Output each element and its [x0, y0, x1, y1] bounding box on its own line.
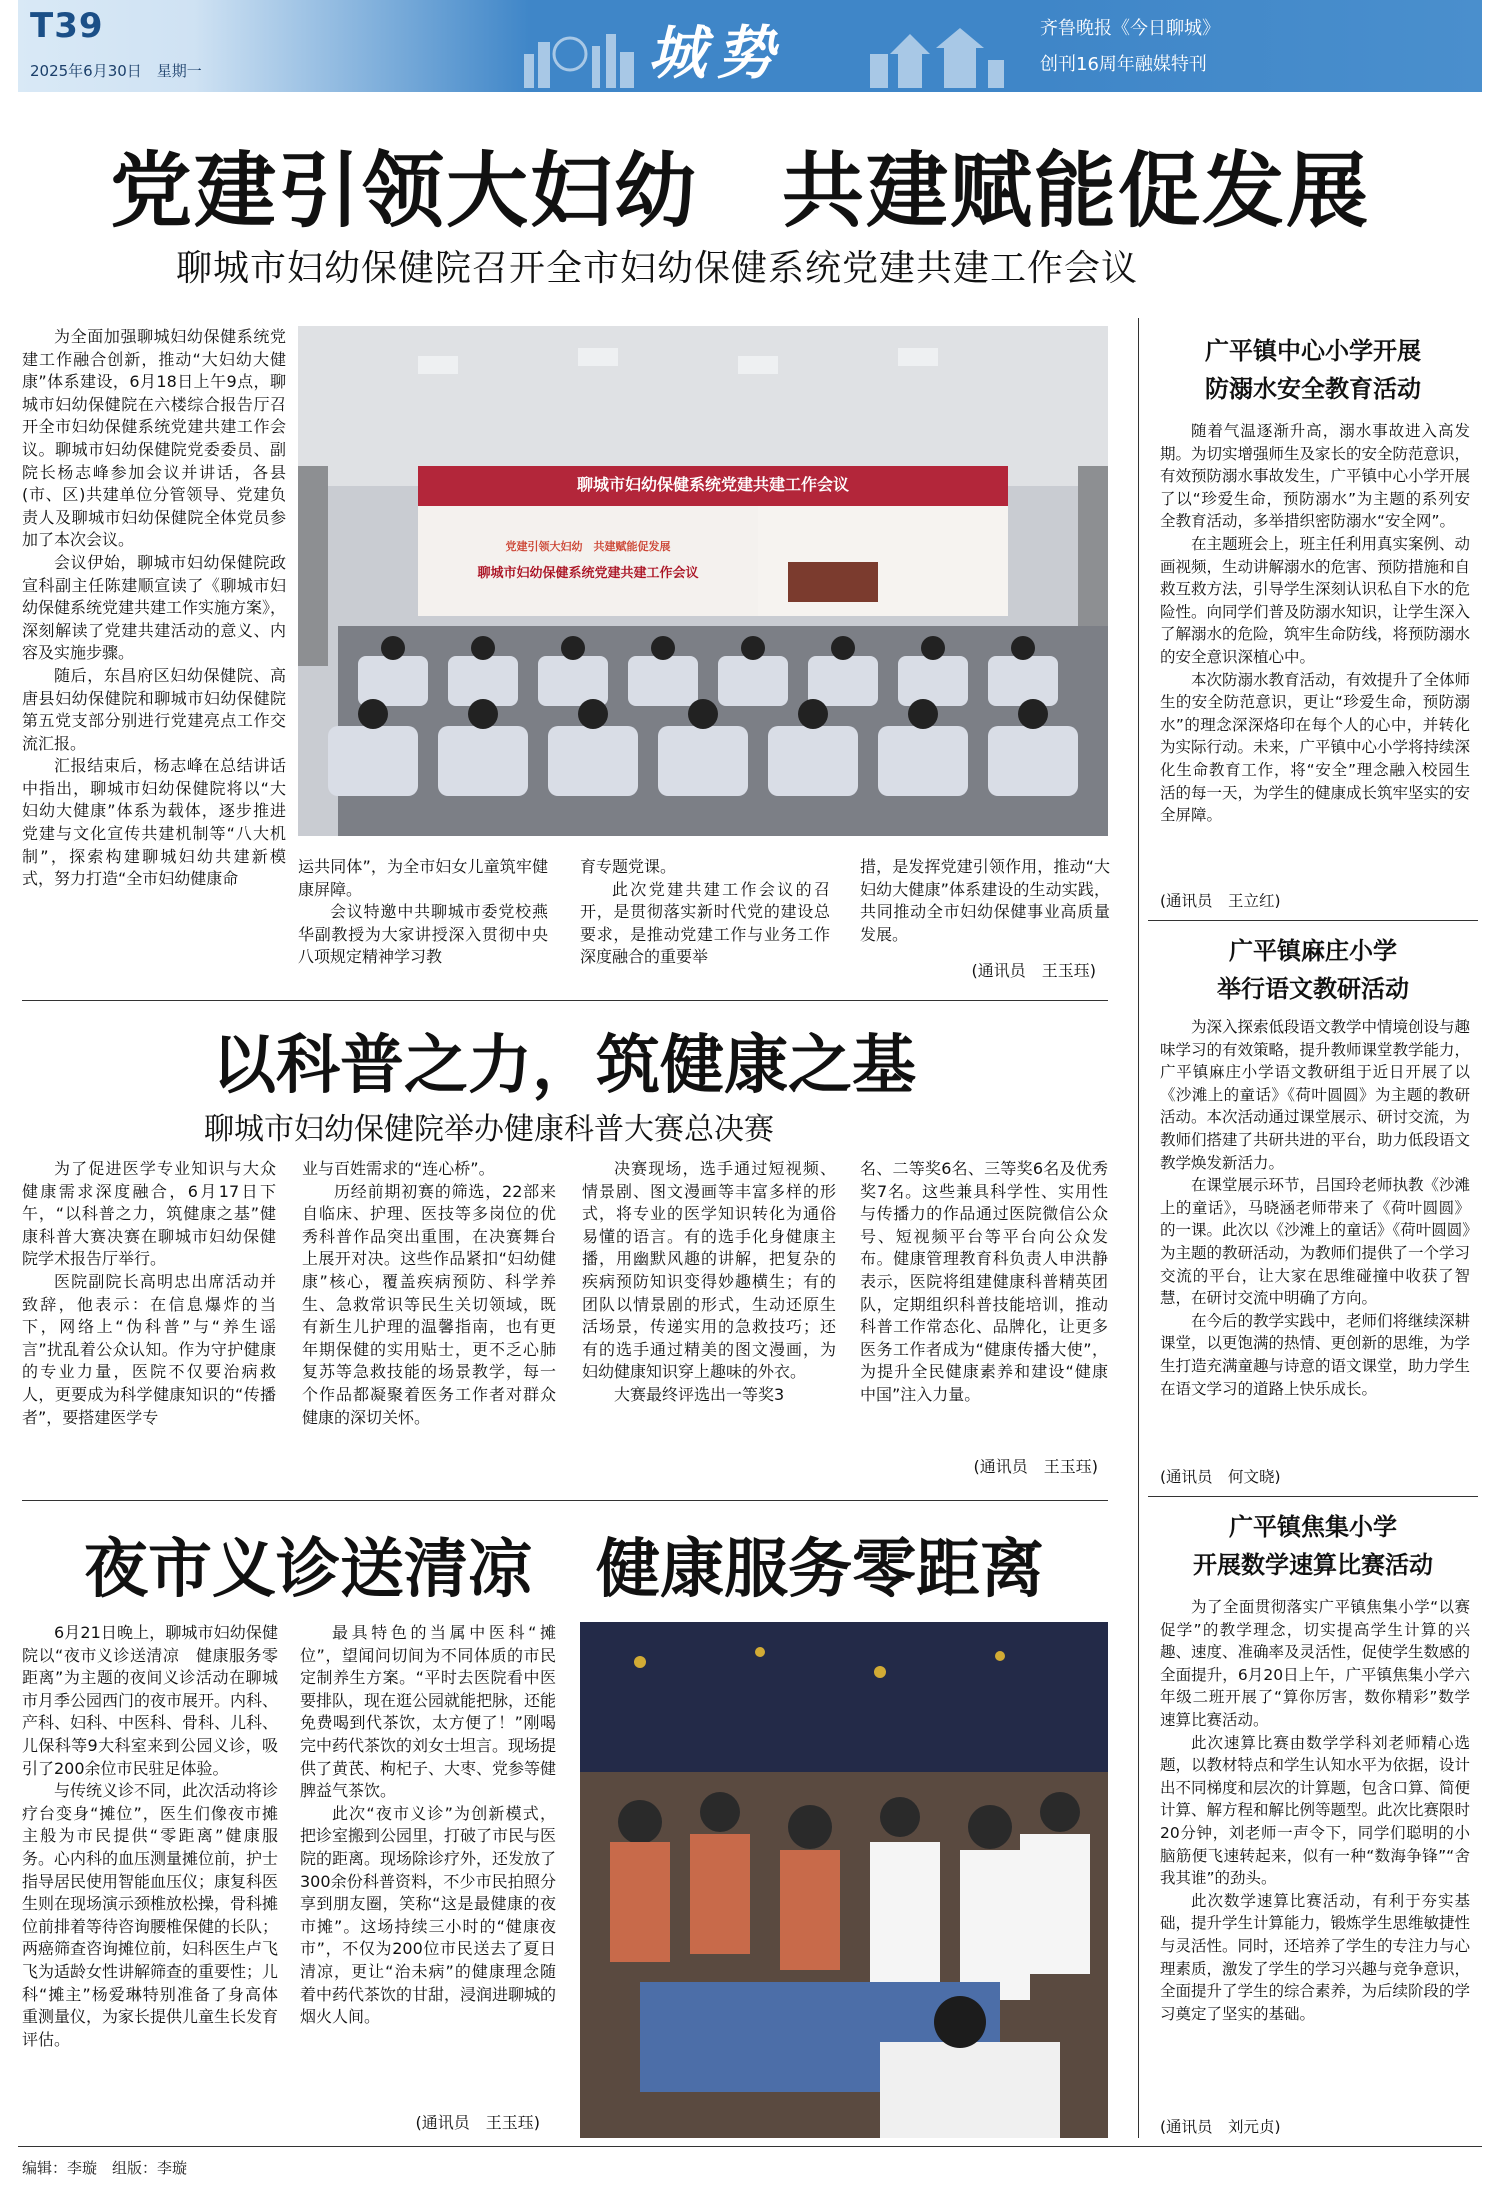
pagoda-illustration [860, 24, 1010, 88]
photo-banner-text: 聊城市妇幼保健系统党建共建工作会议 [576, 475, 849, 494]
sidebar-para: 为深入探索低段语文教学中情境创设与趣味学习的有效策略，提升教师课堂教学能力，广平镇麻庄小学语文教研组于近日开展了以《沙滩上的童话》《荷叶圆圆》为主题的教研活动。本次活动通过课堂展示、研讨交流，为教师们搭建了共研共进的平台，助力低段语文教学焕发新活力。 [1160, 1018, 1470, 1172]
article2-headline: 以科普之力，筑健康之基 [212, 1028, 916, 1103]
article2-para: 决赛现场，选手通过短视频、情景剧、图文漫画等丰富多样的形式，将专业的医学知识转化为通俗易懂的语言。有的选手化身健康主播，用幽默风趣的讲解，把复杂的疾病预防知识变得妙趣横生；有的团队以情景剧的形式，生动还原生活场景，传递实用的急救技巧；还有的选手通过精美的图文漫画，为妇幼健康知识穿上趣味的外衣。 [582, 1159, 836, 1382]
article3-para: 6月21日晚上，聊城市妇幼保健院以“夜市义诊送清凉 健康服务零距离”为主题的夜间义诊活动在聊城市月季公园西门的夜市展开。内科、产科、妇科、中医科、骨科、儿科、儿保科等9大科室来到公园义诊，吸引了200余位市民驻足体验。 [22, 1623, 278, 1778]
sidebar-para: 此次数学速算比赛活动，有利于夯实基础，提升学生计算能力，锻炼学生思维敏捷性与灵活性。同时，还培养了学生的专注力与心理素质，激发了学生的学习兴趣与竞争意识，全面提升了学生的综合素养，为后续阶段的学习奠定了坚实的基础。 [1160, 1891, 1470, 2023]
sidebar-story2-body [1160, 1016, 1470, 1464]
article3-para: 最具特色的当属中医科“摊位”，望闻问切间为不同体质的市民定制养生方案。“平时去医院看中医要排队，现在逛公园就能把脉，还能免费喝到代茶饮，太方便了！”刚喝完中药代茶饮的刘女士坦言。现场提供了黄芪、枸杞子、大枣、党参等健脾益气茶饮。 [300, 1623, 556, 1801]
sidebar-para: 本次防溺水教育活动，有效提升了全体师生的安全防范意识，更让“珍爱生命，预防溺水”的理念深深烙印在每个人的心中，并转化为实际行动。未来，广平镇中心小学将持续深化生命教育工作，将“安全”理念融入校园生活的每一天，为学生的健康成长筑牢坚实的安全屏障。 [1160, 670, 1470, 825]
article3-col2 [300, 1622, 556, 2122]
article2-para: 名、二等奖6名、三等奖6名及优秀奖7名。这些兼具科学性、实用性与传播力的作品通过医院微信公众号、短视频平台等平台向公众发布。健康管理教育科负责人申洪静表示，医院将组建健康科普精英团队，定期组织科普技能培训，推动科普工作常态化、品牌化，让更多医务工作者成为“健康传播大使”，为提升全民健康素养和建设“健康中国”注入力量。 [860, 1159, 1108, 1404]
section-divider [22, 1500, 1108, 1501]
sidebar-story2-title [1148, 932, 1478, 1008]
sidebar-para: 在今后的教学实践中，老师们将继续深耕课堂，以更饱满的热情、更创新的思维，为学生打造充满童趣与诗意的语文课堂，助力学生在语文学习的道路上快乐成长。 [1160, 1311, 1470, 1398]
conference-photo [298, 326, 1108, 836]
article1-para: 此次党建共建工作会议的召开，是贯彻落实新时代党的建设总要求，是推动党建工作与业务工作深度融合的重要举 [580, 879, 830, 967]
article1-para: 汇报结束后，杨志峰在总结讲话中指出，聊城市妇幼保健院将以“大妇幼大健康”体系为载体，逐步推进党建与文化宣传共建机制等“八大机制”，探索构建聊城妇幼共建新模式，努力打造“全市妇幼健康命 [22, 756, 286, 889]
article3-col1 [22, 1622, 278, 2142]
article1-para: 会议特邀中共聊城市委党校燕华副教授为大家讲授深入贯彻中央八项规定精神学习教 [298, 902, 548, 967]
article2-col3 [582, 1158, 836, 1488]
story-title-line: 广平镇中心小学开展 [1205, 337, 1421, 365]
sidebar-story1-body [1160, 420, 1470, 888]
sidebar-story2-credit: (通讯员 何文晓) [1160, 1468, 1281, 1486]
sidebar-para: 随着气温逐渐升高，溺水事故进入高发期。为切实增强师生及家长的安全防范意识，有效预防溺水事故发生，广平镇中心小学开展了以“珍爱生命，预防溺水”为主题的系列安全教育活动，多举措织密防溺水“安全网”。 [1160, 422, 1470, 531]
story-title-line: 开展数学速算比赛活动 [1193, 1551, 1433, 1579]
sidebar-para: 此次速算比赛由数学学科刘老师精心选题，以教材特点和学生认知水平为依据，设计出不同梯度和层次的计算题，包含口算、简便计算、解方程和解比例等题型。此次比赛限时20分钟，刘老师一声令下，同学们聪明的小脑筋便飞速转起来，似有一种“数海争锋”“舍我其谁”的劲头。 [1160, 1733, 1470, 1888]
article1-credit: (通讯员 王玉珏) [971, 961, 1096, 980]
article1-para: 会议伊始，聊城市妇幼保健院政宣科副主任陈建顺宣读了《聊城市妇幼保健系统党建共建工作实施方案》，深刻解读了党建共建活动的意义、内容及实施步骤。 [22, 552, 286, 663]
article1-subheadline: 聊城市妇幼保健院召开全市妇幼保健系统党建共建工作会议 [176, 248, 1139, 289]
article3-credit: (通讯员 王玉珏) [415, 2113, 540, 2132]
article2-para: 业与百姓需求的“连心桥”。 [302, 1159, 495, 1178]
sidebar-story1-credit: (通讯员 王立红) [1160, 892, 1281, 910]
article1-para: 措，是发挥党建引领作用，推动“大妇幼大健康”体系建设的生动实践，共同推动全市妇幼保健事业高质量发展。 [860, 857, 1110, 944]
article2-col2 [302, 1158, 556, 1488]
publication-date: 2025年6月30日 星期一 [30, 62, 202, 80]
night-clinic-photo [580, 1622, 1108, 2138]
sidebar-para: 在主题班会上，班主任利用真实案例、动画视频，生动讲解溺水的危害、预防措施和自救互救方法，引导学生深刻认识私自下水的危险性。向同学们普及防溺水知识，让学生深入了解溺水的危险，筑牢生命防线，将预防溺水的安全意识深植心中。 [1160, 534, 1470, 666]
photo-screen-text: 聊城市妇幼保健系统党建共建工作会议 [477, 566, 699, 581]
article1-para: 随后，东昌府区妇幼保健院、高唐县妇幼保健院和聊城市妇幼保健院第五党支部分别进行党建亮点工作交流汇报。 [22, 665, 286, 753]
section-divider [22, 1000, 1108, 1001]
article1-col1 [22, 326, 286, 992]
article3-headline: 夜市义诊送清凉 健康服务零距离 [84, 1532, 1044, 1607]
article2-col4 [860, 1158, 1108, 1454]
sidebar-story3-body [1160, 1596, 1470, 2114]
article1-para: 运共同体”，为全市妇女儿童筑牢健康屏障。 [298, 857, 548, 899]
article1-col2 [298, 856, 548, 992]
article2-para: 大赛最终评选出一等奖3 [614, 1384, 785, 1404]
editor-credit: 编辑：李璇 组版：李璇 [22, 2159, 188, 2177]
photo-screen-text: 党建引领大妇幼 共建赋能促发展 [505, 540, 671, 553]
story-title-line: 举行语文教研活动 [1217, 975, 1409, 1003]
article1-headline: 党建引领大妇幼 共建赋能促发展 [110, 143, 1371, 239]
publisher-name: 齐鲁晚报《今日聊城》 [1040, 18, 1220, 39]
sidebar-divider [1148, 1496, 1478, 1497]
anniversary-note: 创刊16周年融媒特刊 [1040, 54, 1207, 75]
article2-para: 为了促进医学专业知识与大众健康需求深度融合，6月17日下午，“以科普之力，筑健康之基”健康科普大赛决赛在聊城市妇幼保健院学术报告厅举行。 [22, 1159, 276, 1269]
story-title-line: 广平镇焦集小学 [1229, 1513, 1397, 1541]
page-number: T39 [30, 6, 104, 46]
section-title: 城势 [648, 19, 785, 87]
sidebar-para: 在课堂展示环节，吕国玲老师执教《沙滩上的童话》，马晓涵老师带来了《荷叶圆圆》的一课。此次以《沙滩上的童话》《荷叶圆圆》为主题的教研活动，为教师们提供了一个学习交流的平台，让大家在思维碰撞中收获了智慧，在研讨交流中明确了方向。 [1160, 1176, 1470, 1308]
column-divider [1138, 318, 1139, 2138]
sidebar-story1-title [1148, 332, 1478, 408]
article1-para: 为全面加强聊城妇幼保健系统党建工作融合创新，推动“大妇幼大健康”体系建设，6月18日上午9点，聊城市妇幼保健院在六楼综合报告厅召开全市妇幼保健系统党建共建工作会议。聊城市妇幼保健院党委委员、副院长杨志峰参加会议并讲话，各县(市、区)共建单位分管领导、党建负责人及聊城市妇幼保健院全体党员参加了本次会议。 [22, 327, 286, 550]
article1-col3 [580, 856, 830, 992]
article2-credit: (通讯员 王玉珏) [973, 1457, 1098, 1476]
article2-para: 历经前期初赛的筛选，22部来自临床、护理、医技等多岗位的优秀科普作品突出重围，在决赛舞台上展开对决。这些作品紧扣“妇幼健康”核心，覆盖疾病预防、科学养生、急救常识等民生关切领域，既有新生儿护理的温馨指南，也有更年期保健的实用贴士，更不乏心肺复苏等急救技能的场景教学，每一个作品都凝聚着医务工作者对群众健康的深切关怀。 [302, 1181, 556, 1427]
article1-col4 [860, 856, 1110, 966]
article2-col1 [22, 1158, 276, 1488]
article2-para: 医院副院长高明忠出席活动并致辞，他表示：在信息爆炸的当下，网络上“伪科普”与“养生谣言”扰乱着公众认知。作为守护健康的专业力量，医院不仅要治病救人，更要成为科学健康知识的“传播者”，要搭建医学专 [22, 1271, 276, 1427]
story-title-line: 防溺水安全教育活动 [1205, 375, 1421, 403]
skyline-illustration [520, 24, 640, 88]
article1-para: 育专题党课。 [580, 857, 677, 876]
sidebar-para: 为了全面贯彻落实广平镇焦集小学“以赛促学”的教学理念，切实提高学生计算的兴趣、速度、准确率及灵活性，促使学生数感的全面提升，6月20日上午，广平镇焦集小学六年级二班开展了“算你厉害，数你精彩”数学速算比赛活动。 [1160, 1598, 1470, 1729]
sidebar-story3-credit: (通讯员 刘元贞) [1160, 2118, 1281, 2136]
story-title-line: 广平镇麻庄小学 [1229, 937, 1397, 965]
article3-para: 此次“夜市义诊”为创新模式，把诊室搬到公园里，打破了市民与医院的距离。现场除诊疗外，还发放了300余份科普资料，不少市民拍照分享到朋友圈，笑称“这是最健康的夜市摊”。这场持续三小时的“健康夜市”，不仅为200位市民送去了夏日清凉，更让“治未病”的健康理念随着中药代茶饮的甘甜，浸润进聊城的烟火人间。 [300, 1803, 556, 2027]
sidebar-story3-title [1148, 1508, 1478, 1584]
footer-rule [18, 2146, 1482, 2147]
sidebar-divider [1148, 920, 1478, 921]
article3-para: 与传统义诊不同，此次活动将诊疗台变身“摊位”，医生们像夜市摊主般为市民提供“零距离”健康服务。心内科的血压测量摊位前，护士指导居民使用智能血压仪；康复科医生则在现场演示颈椎放松操，骨科摊位前排着等待咨询腰椎保健的长队；两癌筛查咨询摊位前，妇科医生卢飞飞为适龄女性讲解筛查的重要性；儿科“摊主”杨爱琳特别准备了身高体重测量仪，为家长提供儿童生长发育评估。 [22, 1781, 278, 2049]
article2-subheadline: 聊城市妇幼保健院举办健康科普大赛总决赛 [204, 1112, 774, 1147]
